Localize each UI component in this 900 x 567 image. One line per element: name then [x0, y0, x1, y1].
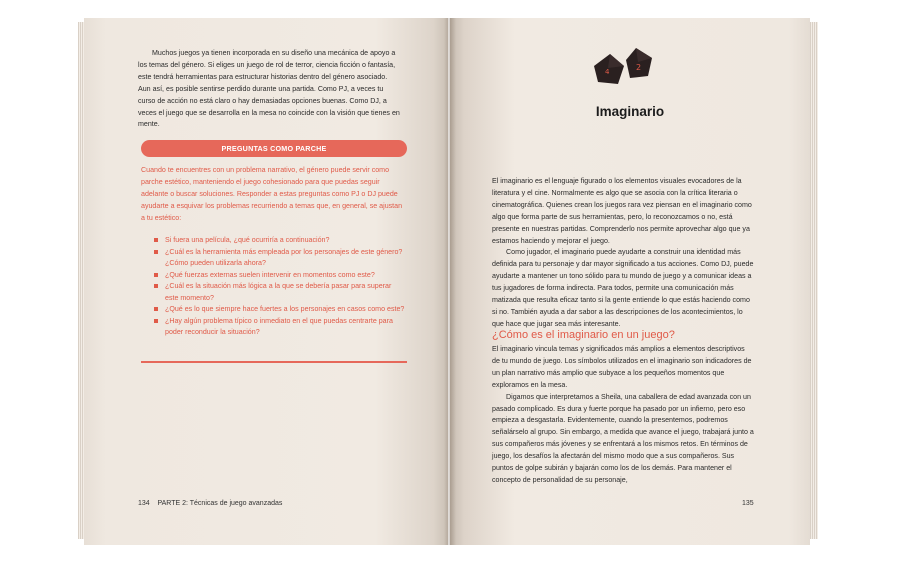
left-footer: [138, 500, 282, 507]
chapter-title: Imaginario: [595, 104, 665, 119]
left-page: [84, 18, 448, 545]
list-item: ¿Cuál es la situación más lógica a la que se debería pasar para superar este momento?: [154, 281, 406, 304]
running-head: PARTE 2: Técnicas de juego avanzadas: [157, 500, 283, 507]
list-item: ¿Qué es lo que siempre hace fuertes a los personajes en casos como este?: [154, 304, 406, 316]
box-divider: [141, 361, 407, 363]
svg-text:2: 2: [636, 63, 642, 72]
book-gutter: [444, 18, 456, 545]
dice-icon: [592, 46, 656, 90]
list-item: ¿Hay algún problema típico o inmediato en el que puedas centrarte para poder reconducir la situación?: [154, 316, 406, 339]
svg-text:4: 4: [605, 68, 610, 76]
question-list: [154, 235, 406, 339]
paragraph: Digamos que interpretamos a Sheila, una caballera de edad avanzada con un pasado complicado. Es dura y fuerte porque ha pasado por un infierno, pero eso empieza a desgastarla. Evidentemente, cuando la presentemos, podremos señalárselo al grupo. Sin embargo, a medida que avance el juego, trabajará junto a sus compañeros más jóvenes y se enfrentará a los mismos retos. En términos de juego, los desafíos la afectarán del mismo modo que a sus compañeros. Sus puntos de golpe subirán y bajarán como los de los demás. Para mantener el concepto de personalidad de su personaje,: [492, 392, 754, 484]
box-text: Cuando te encuentres con un problema narrativo, el género puede servir como parche estético, manteniendo el juego cohesionado para que puedas seguir adelante o buscar soluciones. Responder a estas preguntas como PJ o DJ puede ayudarte a esquivar los problemas recurriendo a temas que, en general, se ajustan a tu estético:: [141, 166, 403, 222]
page-number: 134: [138, 500, 150, 507]
right-page: [450, 18, 810, 545]
section-heading: ¿Cómo es el imaginario en un juego?: [492, 329, 675, 341]
intro-paragraph: Muchos juegos ya tienen incorporada en su diseño una mecánica de apoyo a los temas del género. Si eliges un juego de rol de terror, ciencia ficción o fantasía, este tendrá herramientas para estructurar historias dentro del género asociado. Aun así, es posible sentirse perdido durante una partida. Como PJ, a veces tu curso de acción no está claro o hay demasiadas opciones buenas. Como DJ, a veces el juego que se desarrolla en la mesa no coincide con la visión que tienes en mente.: [138, 49, 400, 129]
list-item: ¿Qué fuerzas externas suelen intervenir en momentos como este?: [154, 270, 406, 282]
list-item: Si fuera una película, ¿qué ocurriría a continuación?: [154, 235, 406, 247]
paragraph: El imaginario es el lenguaje figurado o los elementos visuales evocadores de la literatura y el cine. Normalmente es algo que se asocia con la crítica literaria o cinematográfica. Quienes crean los juegos rara vez piensan en el imaginario como algo que forma parte de sus herramientas, pero, lo reconozcamos o no, está presente en nuestras partidas. Comprenderlo nos permite aprovechar algo que ya estamos haciendo y mejorar el juego.: [492, 177, 752, 245]
paragraph: Como jugador, el imaginario puede ayudarte a construir una identidad más definida para tu personaje y dar mayor significado a tus acciones. Como DJ, puede ayudarte a mantener un tono sólido para tu mundo de juego y a comunicar ideas a tus jugadores de forma indirecta. Para todos, permite una comunicación más matizada que resulta eficaz tanto si la gente entiende lo que estás haciendo como si no. También ayuda a dar sabor a las descripciones de los acontecimientos, lo que hace que jugar sea más interesante.: [492, 248, 754, 328]
page-number: 135: [742, 500, 754, 507]
list-item: ¿Cuál es la herramienta más empleada por los personajes de este género? ¿Cómo pueden utilizarla ahora?: [154, 247, 406, 270]
paragraph: El imaginario vincula temas y significados más amplios a elementos descriptivos de tu mundo de juego. Los símbolos utilizados en el imaginario son indicadores de un plan narrativo más amplio que subyace a los pequeños momentos que exploramos en la mesa.: [492, 345, 752, 389]
section-body: [492, 344, 754, 487]
box-title: PREGUNTAS COMO PARCHE: [141, 140, 407, 157]
chapter-body: [492, 176, 754, 331]
